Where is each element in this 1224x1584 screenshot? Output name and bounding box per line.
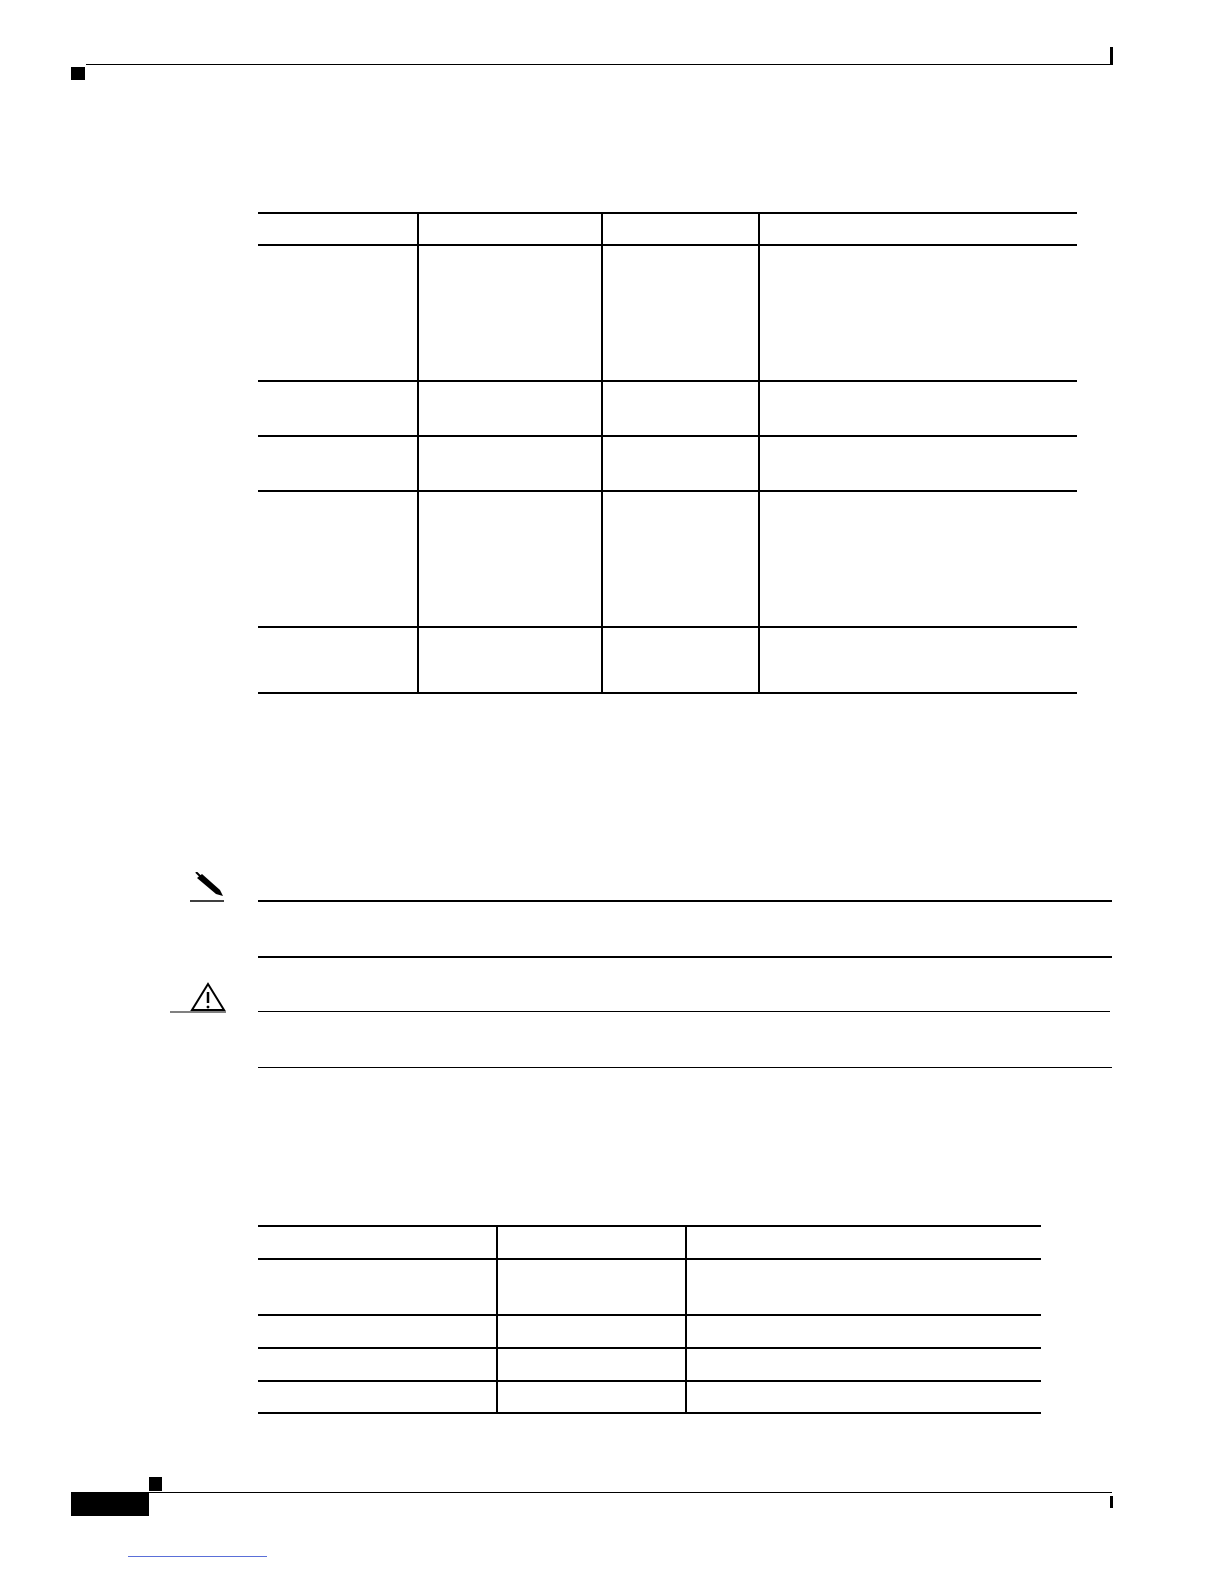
table-1 xyxy=(258,212,1077,694)
table-2-col-1 xyxy=(258,1226,497,1259)
caution-bottom-rule xyxy=(258,1067,1112,1068)
table-2-col-2 xyxy=(497,1226,686,1259)
table-cell xyxy=(686,1348,1041,1381)
table-1-col-3 xyxy=(602,213,759,245)
table-cell xyxy=(258,1348,497,1381)
header-rule xyxy=(86,64,1112,65)
table-cell xyxy=(497,1381,686,1413)
table-2-col-3 xyxy=(686,1226,1041,1259)
table-1-col-2 xyxy=(418,213,602,245)
table-cell xyxy=(602,381,759,436)
table-cell xyxy=(759,381,1077,436)
table-1-col-1 xyxy=(258,213,418,245)
warning-triangle-icon xyxy=(170,980,230,1014)
table-cell xyxy=(759,627,1077,693)
caution-top-rule xyxy=(258,1011,1110,1012)
table-cell xyxy=(686,1315,1041,1348)
table-cell xyxy=(258,1381,497,1413)
table-row xyxy=(258,436,1077,491)
table-cell xyxy=(258,381,418,436)
table-2-header-row xyxy=(258,1226,1041,1259)
table-cell xyxy=(759,245,1077,381)
table-row xyxy=(258,1348,1041,1381)
table-1-header-row xyxy=(258,213,1077,245)
header-marker xyxy=(71,67,85,80)
table-row xyxy=(258,381,1077,436)
table-cell xyxy=(497,1315,686,1348)
table-row xyxy=(258,1381,1041,1413)
table-cell xyxy=(602,491,759,627)
note-bottom-rule xyxy=(258,956,1112,958)
footer-tick xyxy=(1110,1496,1113,1508)
pencil-note-icon xyxy=(190,872,226,902)
table-cell xyxy=(258,627,418,693)
table-2 xyxy=(258,1225,1041,1414)
note-top-rule xyxy=(258,900,1112,902)
table-cell xyxy=(418,436,602,491)
table-cell xyxy=(602,245,759,381)
table-row xyxy=(258,245,1077,381)
note-block xyxy=(190,872,1112,958)
table-cell xyxy=(258,1315,497,1348)
table-cell xyxy=(258,436,418,491)
table-row xyxy=(258,1315,1041,1348)
header-tick xyxy=(1110,47,1113,65)
footer-page-tab xyxy=(71,1492,149,1516)
table-cell xyxy=(759,491,1077,627)
table-cell xyxy=(686,1381,1041,1413)
table-cell xyxy=(258,1259,497,1315)
table-cell xyxy=(759,436,1077,491)
table-cell xyxy=(602,627,759,693)
footer-rule xyxy=(149,1492,1112,1493)
table-cell xyxy=(418,381,602,436)
table-cell xyxy=(602,436,759,491)
table-row xyxy=(258,627,1077,693)
caution-block xyxy=(170,980,1112,1070)
table-cell xyxy=(497,1348,686,1381)
table-cell xyxy=(258,491,418,627)
table-cell xyxy=(418,491,602,627)
table-row xyxy=(258,491,1077,627)
table-1-col-4 xyxy=(759,213,1077,245)
footer-marker xyxy=(149,1477,162,1491)
table-cell xyxy=(258,245,418,381)
table-cell xyxy=(686,1259,1041,1315)
table-cell xyxy=(418,627,602,693)
table-cell xyxy=(497,1259,686,1315)
table-row xyxy=(258,1259,1041,1315)
table-cell xyxy=(418,245,602,381)
footer-link[interactable] xyxy=(128,1556,267,1558)
